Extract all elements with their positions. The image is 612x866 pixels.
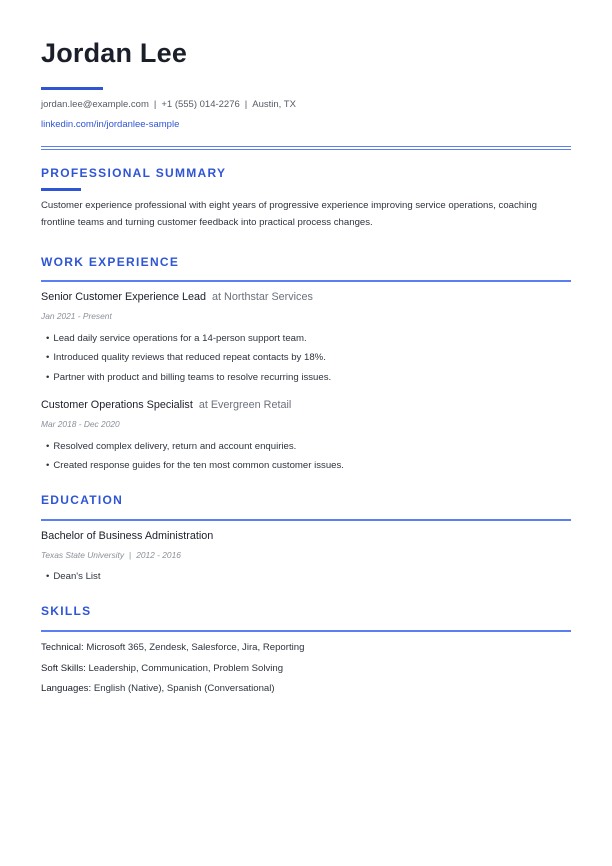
email[interactable]: jordan.lee@example.com bbox=[41, 99, 149, 110]
skills-heading: SKILLS bbox=[41, 604, 92, 618]
summary-heading: PROFESSIONAL SUMMARY bbox=[41, 166, 227, 180]
job-entry-title bbox=[41, 399, 291, 411]
phone[interactable]: +1 (555) 014-2276 bbox=[161, 99, 240, 110]
bullet-icon: • bbox=[46, 352, 50, 363]
skill-label: Languages: bbox=[41, 683, 92, 694]
summary-heading-bar bbox=[41, 188, 81, 191]
bullet-icon: • bbox=[46, 460, 50, 471]
skill-label: Technical: bbox=[41, 642, 84, 653]
bullet-icon: • bbox=[46, 372, 50, 383]
bullet-icon: • bbox=[46, 333, 50, 344]
linkedin-link[interactable]: linkedin.com/in/jordanlee-sample bbox=[41, 119, 180, 130]
job-title: Senior Customer Experience Lead bbox=[41, 291, 207, 303]
candidate-name: Jordan Lee bbox=[41, 38, 188, 68]
skill-value: English (Native), Spanish (Conversational) bbox=[93, 683, 275, 694]
list-item: • Created response guides for the ten most common customer issues. bbox=[46, 460, 344, 471]
skill-row bbox=[41, 642, 304, 653]
job-company: at Northstar Services bbox=[212, 291, 313, 303]
school-line bbox=[41, 550, 181, 560]
header-divider bbox=[41, 146, 571, 150]
contact-separator: | bbox=[244, 99, 248, 110]
skill-row bbox=[41, 683, 275, 694]
list-item: • Lead daily service operations for a 14-person support team. bbox=[46, 333, 307, 344]
job-dates: Mar 2018 - Dec 2020 bbox=[41, 419, 120, 429]
job-title: Customer Operations Specialist bbox=[41, 399, 193, 411]
skills-divider bbox=[41, 630, 571, 632]
school-separator: | bbox=[129, 550, 132, 560]
skill-label: Soft Skills: bbox=[41, 663, 86, 674]
school-name: Texas State University bbox=[41, 550, 125, 560]
location: Austin, TX bbox=[252, 99, 296, 110]
list-item: • Dean's List bbox=[46, 571, 101, 582]
list-item: • Partner with product and billing teams to resolve recurring issues. bbox=[46, 372, 332, 383]
list-item: • Introduced quality reviews that reduced repeat contacts by 18%. bbox=[46, 352, 326, 363]
degree-title: Bachelor of Business Administration bbox=[41, 530, 214, 542]
name-accent-bar bbox=[41, 87, 103, 90]
contact-separator: | bbox=[153, 99, 157, 110]
school-years: 2012 - 2016 bbox=[136, 550, 181, 560]
experience-divider bbox=[41, 280, 571, 282]
education-heading: EDUCATION bbox=[41, 493, 124, 507]
skill-value: Microsoft 365, Zendesk, Salesforce, Jira, Reporting bbox=[86, 642, 305, 653]
education-divider bbox=[41, 519, 571, 521]
contact-line bbox=[41, 99, 296, 110]
experience-heading: WORK EXPERIENCE bbox=[41, 255, 180, 269]
job-entry-title bbox=[41, 291, 313, 303]
job-company: at Evergreen Retail bbox=[198, 399, 292, 411]
skill-row bbox=[41, 663, 283, 674]
skill-value: Leadership, Communication, Problem Solving bbox=[88, 663, 284, 674]
job-dates: Jan 2021 - Present bbox=[41, 311, 112, 321]
summary-text: Customer experience professional with eight years of progressive experience improving service operations, coaching frontline teams and turning customer feedback into practical process changes. bbox=[41, 200, 537, 228]
bullet-icon: • bbox=[46, 441, 50, 452]
bullet-icon: • bbox=[46, 571, 50, 582]
list-item: • Resolved complex delivery, return and account enquiries. bbox=[46, 441, 297, 452]
